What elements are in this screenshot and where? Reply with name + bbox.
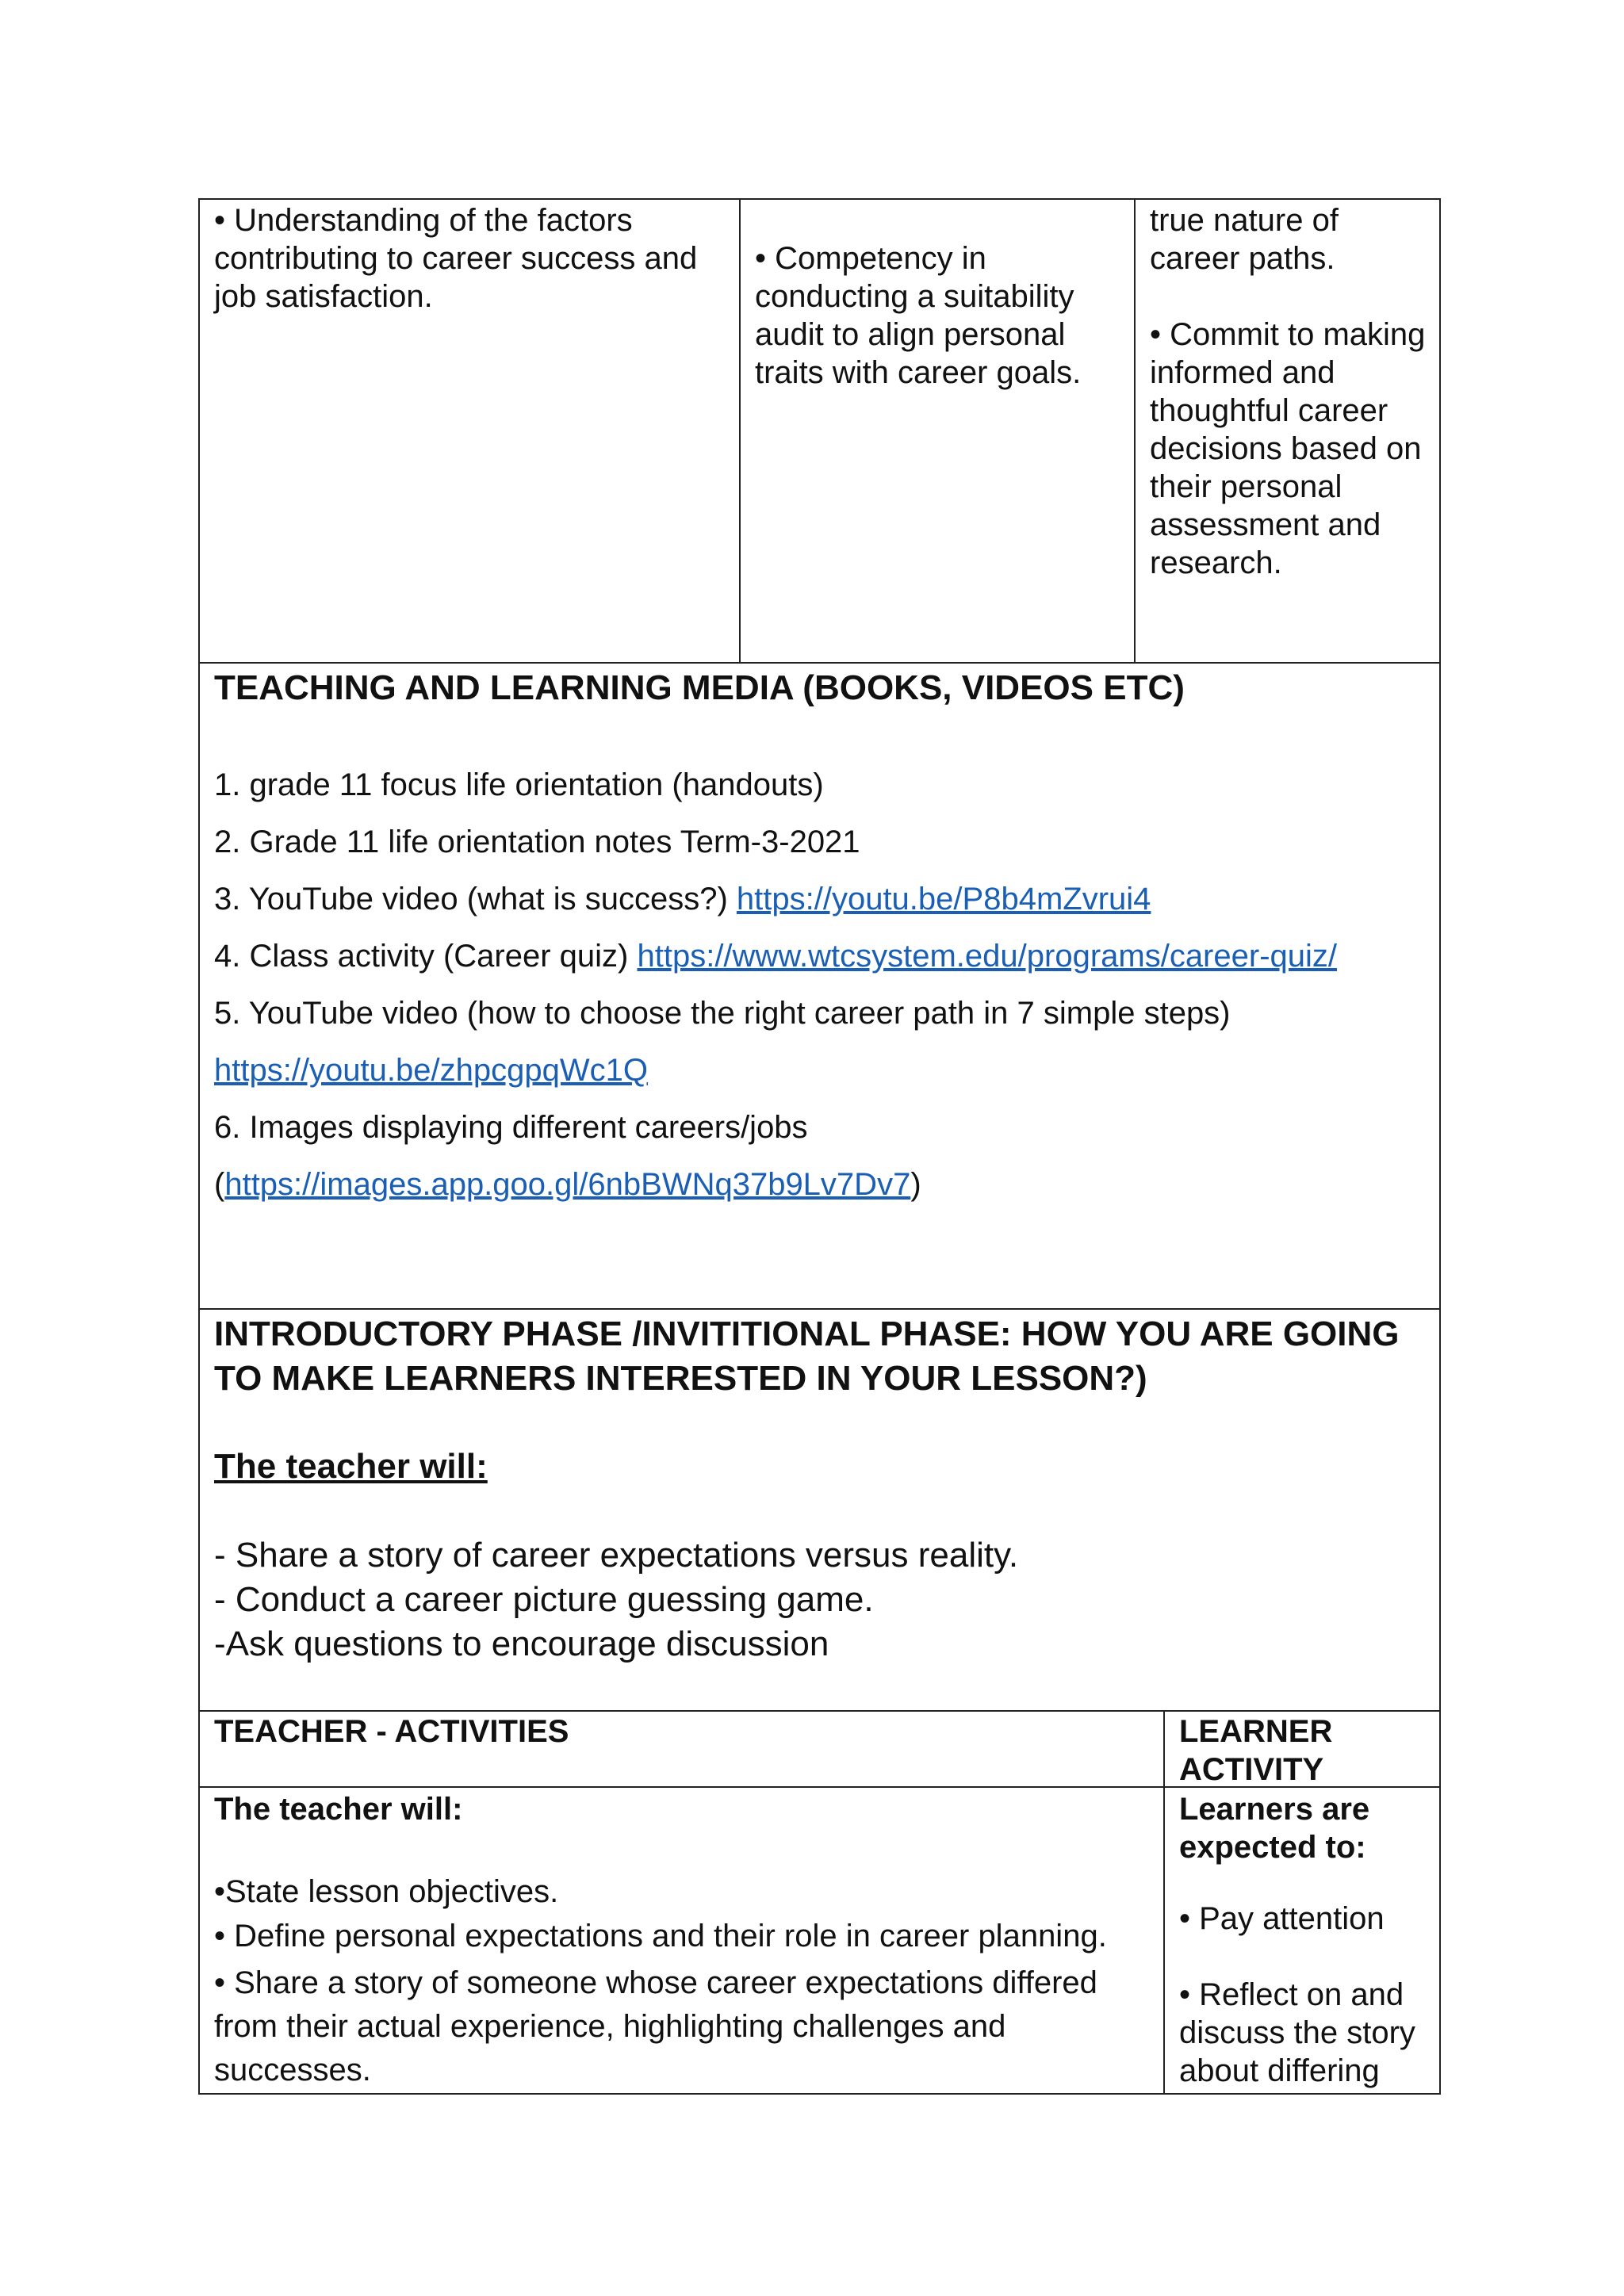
learner-activity-header: LEARNER ACTIVITY xyxy=(1179,1714,1340,1787)
teacher-activities-header: TEACHER - ACTIVITIES xyxy=(214,1714,569,1749)
success-video-link[interactable]: https://youtu.be/P8b4mZvrui4 xyxy=(736,882,1151,916)
media-item-5: 5. YouTube video (how to choose the right career path in 7 simple steps) xyxy=(214,996,1231,1031)
teacher-will-label: The teacher will: xyxy=(214,1792,463,1827)
values-objective-commit: • Commit to making informed and thoughtful career decisions based on their personal assessment and research. xyxy=(1150,317,1434,580)
teacher-activity-item: • Define personal expectations and their role in career planning. xyxy=(214,1919,1107,1954)
media-item-4-text: 4. Class activity (Career quiz) xyxy=(214,939,638,974)
career-images-link[interactable]: https://images.app.goo.gl/6nbBWNq37b9Lv7Dv7 xyxy=(224,1167,911,1202)
intro-subheading: The teacher will: xyxy=(214,1447,488,1486)
paren-close: ) xyxy=(910,1167,921,1202)
learners-expected-label: Learners are expected to: xyxy=(1179,1792,1379,1865)
teacher-activity-item: • Share a story of someone whose career expectations differed from their actual experience, highlighting challenges and successes. xyxy=(214,1965,1107,2087)
media-heading: TEACHING AND LEARNING MEDIA (BOOKS, VIDEOS ETC) xyxy=(214,668,1185,707)
column-divider xyxy=(1163,1710,1165,2095)
media-item-2: 2. Grade 11 life orientation notes Term-3-2021 xyxy=(214,825,860,859)
media-item-3-text: 3. YouTube video (what is success?) xyxy=(214,882,737,916)
intro-point-1: - Share a story of career expectations versus reality. xyxy=(214,1536,1019,1575)
media-item-5-link-line xyxy=(214,1051,648,1089)
career-path-video-link[interactable]: https://youtu.be/zhpcgpqWc1Q xyxy=(214,1053,648,1088)
media-item-6-link-line xyxy=(214,1165,921,1203)
learner-activity-item: • Pay attention xyxy=(1179,1901,1385,1936)
intro-heading: INTRODUCTORY PHASE /INVITITIONAL PHASE: HOW YOU ARE GOING TO MAKE LEARNERS INTERESTED IN YOUR LESSON?) xyxy=(214,1314,1409,1398)
column-divider xyxy=(739,198,741,664)
skills-objective: • Competency in conducting a suitability audit to align personal traits with career goals. xyxy=(755,241,1083,390)
knowledge-objective: • Understanding of the factors contributing to career success and job satisfaction. xyxy=(214,203,707,314)
intro-point-2: - Conduct a career picture guessing game. xyxy=(214,1580,874,1619)
career-quiz-link[interactable]: https://www.wtcsystem.edu/programs/career-quiz/ xyxy=(637,939,1338,974)
paren-open: ( xyxy=(214,1167,225,1202)
media-item-3 xyxy=(214,880,1151,918)
media-section xyxy=(198,662,1441,1310)
column-divider xyxy=(1134,198,1136,664)
values-objective-continued: true nature of career paths. xyxy=(1150,203,1348,276)
teacher-activity-item: •State lesson objectives. xyxy=(214,1874,559,1909)
media-item-4 xyxy=(214,937,1337,975)
media-item-6: 6. Images displaying different careers/jobs xyxy=(214,1110,808,1145)
media-item-1: 1. grade 11 focus life orientation (handouts) xyxy=(214,767,824,802)
learner-activity-item: • Reflect on and discuss the story about differing xyxy=(1179,1977,1425,2088)
intro-point-3: -Ask questions to encourage discussion xyxy=(214,1624,829,1663)
